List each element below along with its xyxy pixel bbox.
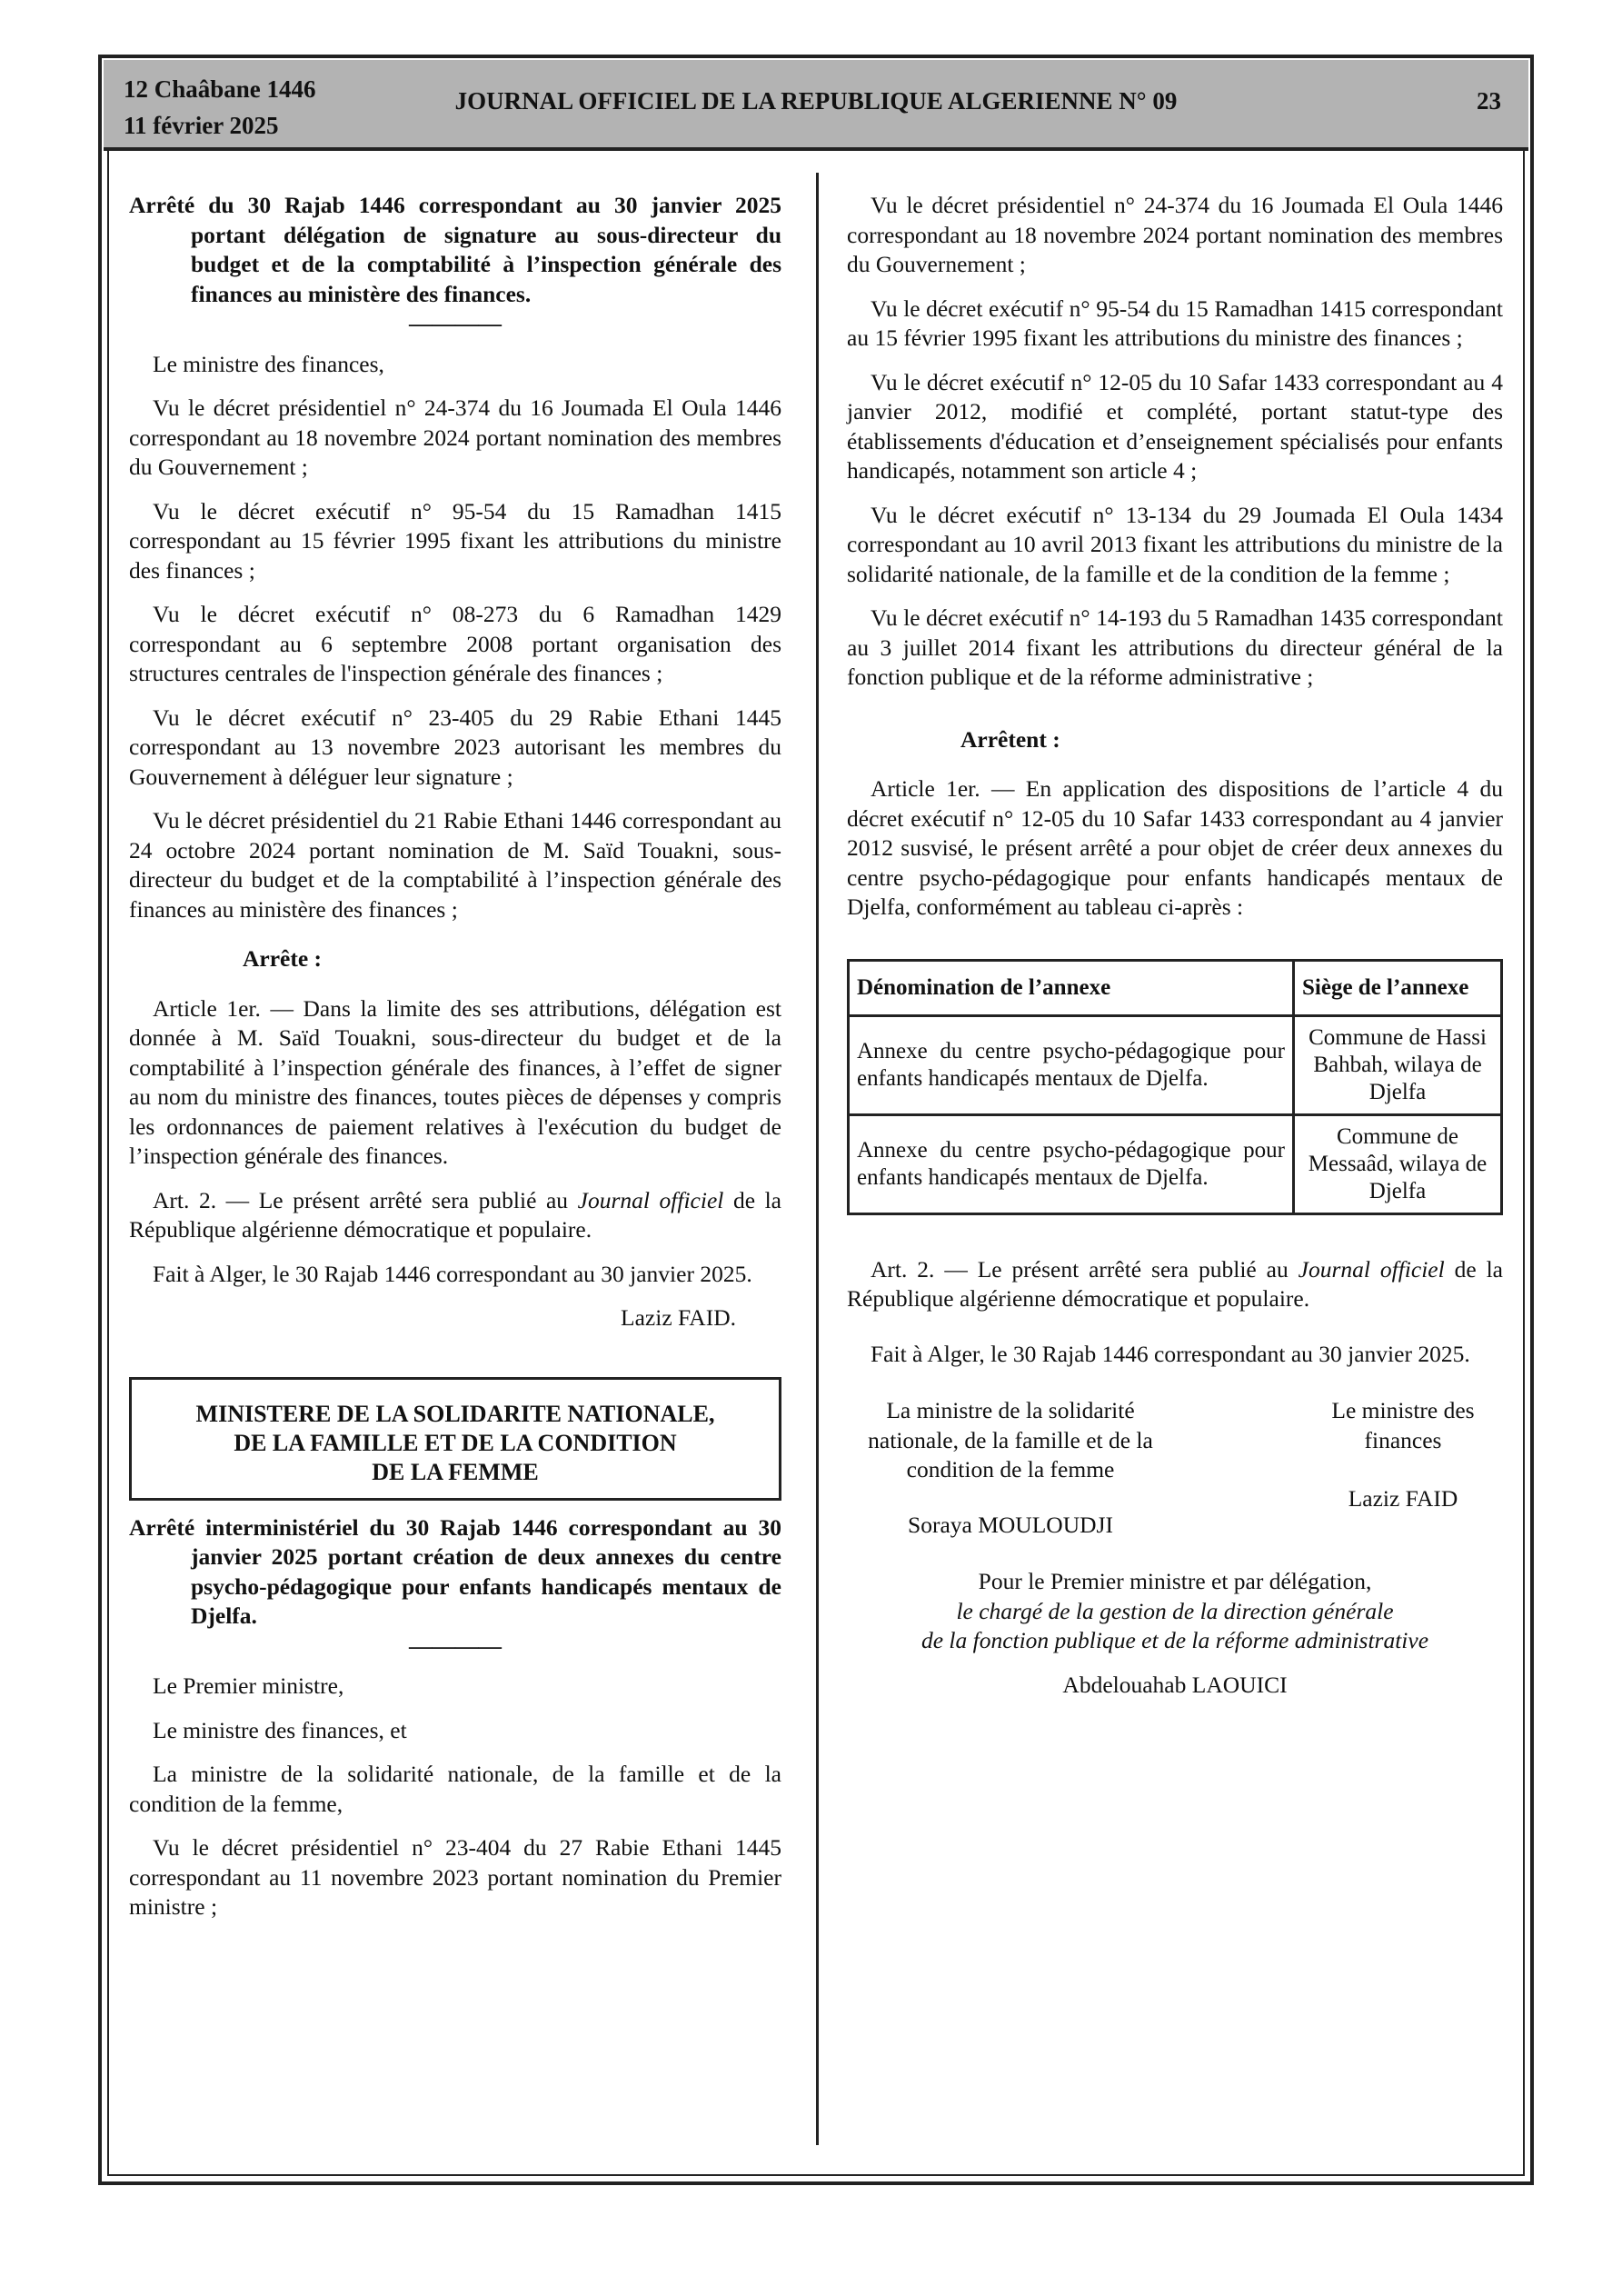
- paragraph: Vu le décret présidentiel n° 23-404 du 27 Rabie Ethani 1445 correspondant au 11 novembre 2023 portant nomination du Premier ministre ;: [129, 1834, 781, 1920]
- annex-table: [847, 959, 1503, 1215]
- table-cell: Annexe du centre psycho-pédagogique pour enfants handicapés mentaux de Djelfa.: [849, 1015, 1294, 1114]
- ministry-line: MINISTERE DE LA SOLIDARITE NATIONALE,: [195, 1400, 715, 1427]
- ministry-box: [129, 1377, 781, 1501]
- done-at: Fait à Alger, le 30 Rajab 1446 correspondant au 30 janvier 2025.: [153, 1260, 752, 1287]
- left-column: [129, 191, 781, 1937]
- signatory-2: [1303, 1396, 1503, 1540]
- column-divider: [816, 173, 819, 2145]
- paragraph: Vu le décret exécutif n° 95-54 du 15 Ramadhan 1415 correspondant au 15 février 1995 fixant les attributions du ministre des finances ;: [129, 497, 781, 584]
- text: de la République algérienne démocratique et populaire.: [129, 1186, 781, 1243]
- signatory-name: Laziz FAID: [1348, 1485, 1458, 1512]
- paragraph: Vu le décret exécutif n° 12-05 du 10 Safar 1433 correspondant au 4 janvier 2012, modifié et complété, portant statut-type des établissements d'éducation et d’enseignement spécialisés pour enfants handicapés, notamment son article 4 ;: [847, 368, 1503, 484]
- ministry-line: DE LA FAMILLE ET DE LA CONDITION: [234, 1429, 677, 1456]
- article-2: [847, 1255, 1503, 1314]
- journal-name: Journal officiel: [1298, 1255, 1445, 1283]
- signatures: [847, 1396, 1503, 1540]
- paragraph: Vu le décret présidentiel du 21 Rabie Ethani 1446 correspondant au 24 octobre 2024 portant nomination de M. Saïd Touakni, sous-directeur du budget et de la comptabilité à l’inspection générale des finances au ministère des finances ;: [129, 807, 781, 923]
- journal-header: [104, 60, 1528, 151]
- table-cell: Annexe du centre psycho-pédagogique pour enfants handicapés mentaux de Djelfa.: [849, 1114, 1294, 1213]
- decree-title: Arrêté du 30 Rajab 1446 correspondant au 30 janvier 2025 portant délégation de signature au sous-directeur du budget et de la comptabilité à l’inspection générale des finances au ministère des finances.: [129, 192, 781, 307]
- paragraph: Vu le décret exécutif n° 08-273 du 6 Ramadhan 1429 correspondant au 6 septembre 2008 portant organisation des structures centrales de l'inspection générale des finances ;: [129, 601, 781, 686]
- table-header: Siège de l’annexe: [1294, 960, 1502, 1015]
- signatory-name: Soraya MOULOUDJI: [908, 1511, 1113, 1538]
- paragraph: Vu le décret exécutif n° 13-134 du 29 Joumada El Oula 1434 correspondant au 10 avril 2013 fixant les attributions du ministre de la solidarité nationale, de la famille et de la condition de la femme ;: [847, 501, 1503, 587]
- paragraph: Le ministre des finances, et: [153, 1716, 407, 1743]
- delegation: Pour le Premier ministre et par délégation,: [978, 1568, 1372, 1594]
- hijri-date: 12 Chaâbane 1446: [124, 75, 316, 103]
- paragraph: Vu le décret exécutif n° 14-193 du 5 Ramadhan 1435 correspondant au 3 juillet 2014 fixant les attributions du directeur général de la fonction publique et de la réforme administrative ;: [847, 604, 1503, 690]
- paragraph: Vu le décret exécutif n° 23-405 du 29 Rabie Ethani 1445 correspondant au 13 novembre 2023 autorisant les membres du Gouvernement à déléguer leur signature ;: [129, 704, 781, 790]
- text: de la République algérienne démocratique et populaire.: [847, 1255, 1504, 1312]
- table-row: [849, 1015, 1502, 1114]
- decree-title: Arrêté interministériel du 30 Rajab 1446 correspondant au 30 janvier 2025 portant création de deux annexes du centre psycho-pédagogique pour enfants handicapés mentaux de Djelfa.: [129, 1513, 781, 1629]
- delegation-role: le chargé de la gestion de la direction générale: [956, 1597, 1394, 1624]
- ministry-line: DE LA FEMME: [372, 1458, 539, 1485]
- paragraph: Le Premier ministre,: [153, 1672, 344, 1699]
- right-column: [847, 191, 1503, 1700]
- separator: ————: [409, 1632, 502, 1659]
- paragraph: Vu le décret présidentiel n° 24-374 du 16 Joumada El Oula 1446 correspondant au 18 novembre 2024 portant nomination des membres du Gouvernement ;: [129, 394, 781, 480]
- table-cell: Commune de Messaâd, wilaya de Djelfa: [1294, 1114, 1502, 1213]
- gregorian-date: 11 février 2025: [124, 112, 279, 139]
- text: Art. 2. — Le présent arrêté sera publié au: [153, 1186, 578, 1213]
- page-number: 23: [1477, 87, 1501, 115]
- delegation-name: Abdelouahab LAOUICI: [1062, 1671, 1288, 1698]
- delegation-role: de la fonction publique et de la réforme administrative: [920, 1627, 1429, 1653]
- signature: Laziz FAID.: [621, 1304, 736, 1331]
- table-row: [849, 1114, 1502, 1213]
- article-1: Article 1er. — Dans la limite des ses attributions, délégation est donnée à M. Saïd Touakni, sous-directeur du budget et de la comptabilité à l’inspection générale des finances, à l’effet de signer au nom du ministre des finances, toutes pièces de dépenses y compris les ordonnances de paiement relatives à l'exécution du budget de l’inspection générale des finances.: [129, 994, 781, 1169]
- separator: ————: [409, 310, 502, 336]
- signatory-title: La ministre de la solidarité nationale, de la famille et de la condition de la femme: [868, 1397, 1153, 1482]
- arrete-heading: Arrête :: [243, 945, 323, 972]
- arretent-heading: Arrêtent :: [960, 725, 1060, 753]
- paragraph: Vu le décret exécutif n° 95-54 du 15 Ramadhan 1415 correspondant au 15 février 1995 fixant les attributions du ministre des finances ;: [847, 294, 1503, 351]
- paragraph: La ministre de la solidarité nationale, de la famille et de la condition de la femme,: [129, 1761, 781, 1817]
- journal-title: JOURNAL OFFICIEL DE LA REPUBLIQUE ALGERIENNE N° 09: [454, 87, 1178, 115]
- article-1: Article 1er. — En application des dispositions de l’article 4 du décret exécutif n° 12-05 du 10 Safar 1433 correspondant au 4 janvier 2012 susvisé, le présent arrêté a pour objet de créer deux annexes du centre psycho-pédagogique pour enfants handicapés mentaux de Djelfa, conformément au tableau ci-après :: [847, 775, 1503, 920]
- text: Art. 2. — Le présent arrêté sera publié au: [871, 1255, 1299, 1283]
- paragraph: Le ministre des finances,: [153, 350, 384, 377]
- table-header: Dénomination de l’annexe: [849, 960, 1294, 1015]
- signatory-1: [847, 1396, 1174, 1540]
- done-at: Fait à Alger, le 30 Rajab 1446 correspondant au 30 janvier 2025.: [871, 1340, 1470, 1367]
- table-cell: Commune de Hassi Bahbah, wilaya de Djelfa: [1294, 1015, 1502, 1114]
- paragraph: Vu le décret présidentiel n° 24-374 du 16 Joumada El Oula 1446 correspondant au 18 novembre 2024 portant nomination des membres du Gouvernement ;: [847, 192, 1503, 277]
- article-2: [129, 1186, 781, 1245]
- journal-name: Journal officiel: [577, 1186, 724, 1213]
- signatory-title: Le ministre des finances: [1331, 1397, 1475, 1453]
